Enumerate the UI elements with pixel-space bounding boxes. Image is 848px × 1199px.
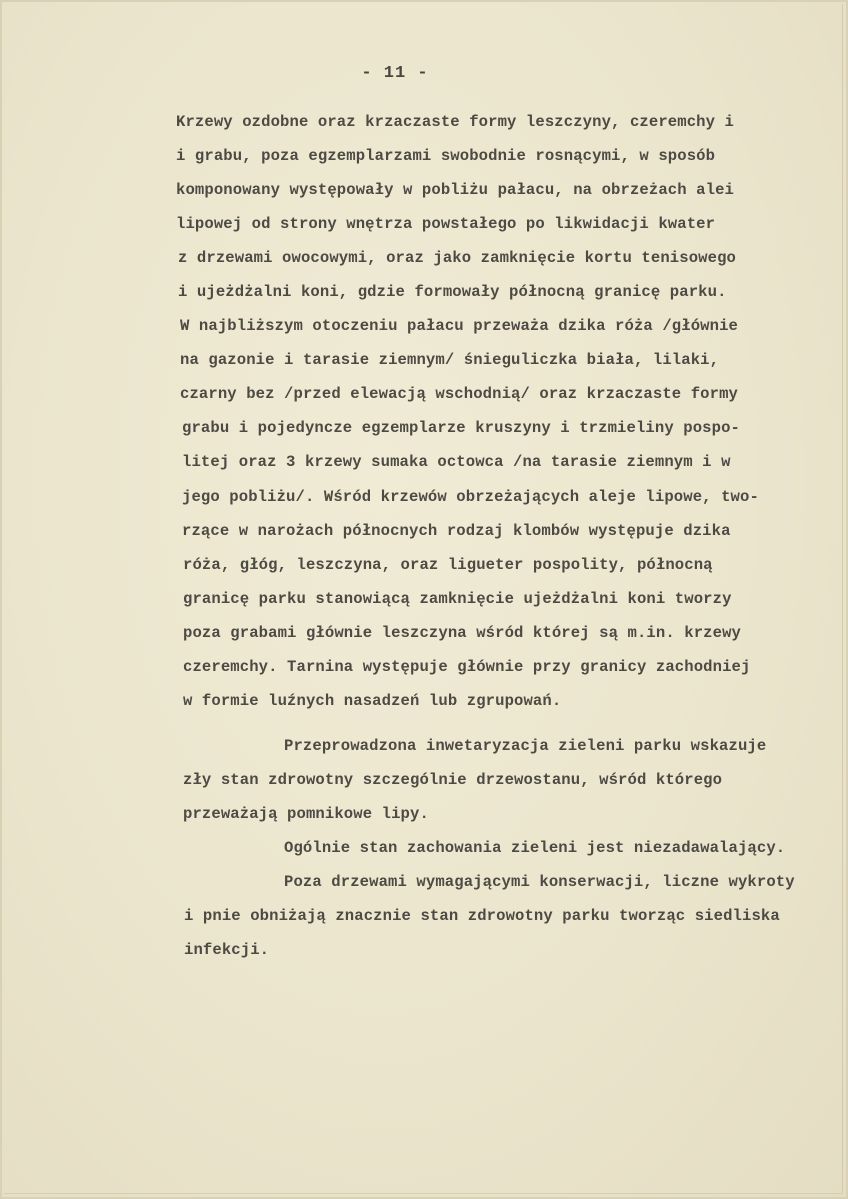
text-line: róża, głóg, leszczyna, oraz ligueter pospolity, północną <box>183 556 713 574</box>
text-line: Krzewy ozdobne oraz krzaczaste formy leszczyny, czeremchy i <box>176 113 735 131</box>
text-line: w formie luźnych nasadzeń lub zgrupowań. <box>183 692 562 710</box>
text-line: granicę parku stanowiącą zamknięcie ujeżdżalni koni tworzy <box>183 590 732 608</box>
text-line: Ogólnie stan zachowania zieleni jest niezadawalający. <box>284 839 786 857</box>
text-line: W najbliższym otoczeniu pałacu przeważa dzika róża /głównie <box>180 317 739 335</box>
text-line: komponowany występowały w pobliżu pałacu, na obrzeżach alei <box>176 181 735 199</box>
text-line: jego pobliżu/. Wśród krzewów obrzeżających aleje lipowe, two- <box>182 488 759 506</box>
text-line: litej oraz 3 krzewy sumaka octowca /na tarasie ziemnym i w <box>182 453 731 471</box>
text-line: grabu i pojedyncze egzemplarze kruszyny i trzmieliny pospo- <box>182 419 741 437</box>
text-line: czeremchy. Tarnina występuje głównie przy granicy zachodniej <box>183 658 751 676</box>
text-line: czarny bez /przed elewacją wschodnią/ oraz krzaczaste formy <box>180 385 739 403</box>
text-line: infekcji. <box>184 941 270 959</box>
text-line: i grabu, poza egzemplarzami swobodnie rosnącymi, w sposób <box>176 147 716 165</box>
page-number: - 11 - <box>361 64 429 83</box>
text-line: rzące w narożach północnych rodzaj klombów występuje dzika <box>182 522 731 540</box>
text-line: poza grabami głównie leszczyna wśród której są m.in. krzewy <box>183 624 742 642</box>
text-line: na gazonie i tarasie ziemnym/ śnieguliczka biała, lilaki, <box>180 351 720 369</box>
text-line: zły stan zdrowotny szczególnie drzewostanu, wśród którego <box>183 771 723 789</box>
text-line: Przeprowadzona inwetaryzacja zieleni parku wskazuje <box>284 737 767 755</box>
text-line: lipowej od strony wnętrza powstałego po likwidacji kwater <box>176 215 716 233</box>
text-line: przeważają pomnikowe lipy. <box>183 805 429 823</box>
text-line: z drzewami owocowymi, oraz jako zamknięcie kortu tenisowego <box>178 249 737 267</box>
text-line: Poza drzewami wymagającymi konserwacji, liczne wykroty <box>284 873 795 891</box>
text-line: i pnie obniżają znacznie stan zdrowotny parku tworząc siedliska <box>184 907 780 925</box>
text-line: i ujeżdżalni koni, gdzie formowały północną granicę parku. <box>178 283 727 301</box>
